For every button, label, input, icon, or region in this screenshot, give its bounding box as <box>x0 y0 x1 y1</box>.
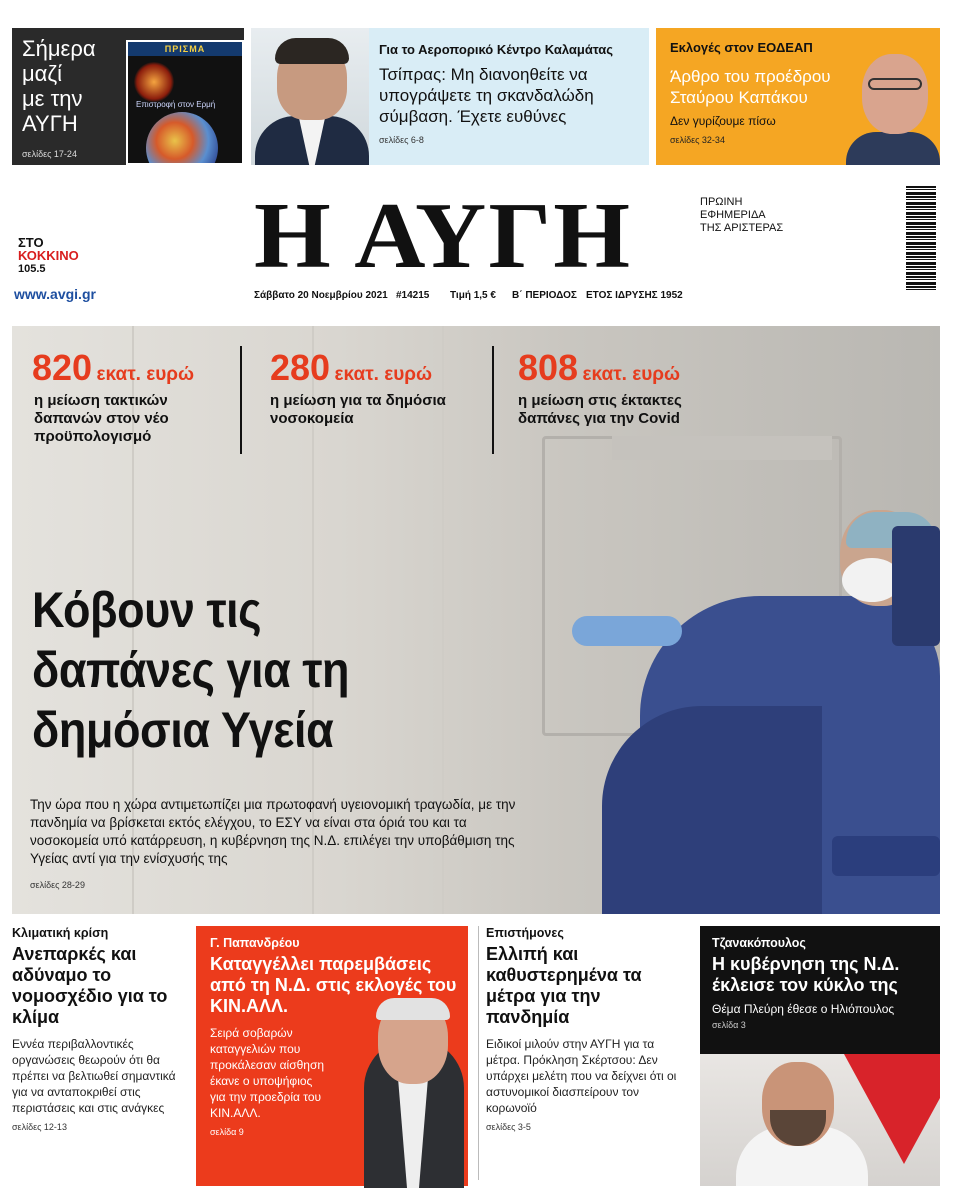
magazine-ribbon: Επιστροφή στον Ερμή <box>136 100 216 109</box>
story-body: Εννέα περιβαλλοντικές οργανώσεις θεωρούν ότι θα πρέπει να βελτιωθεί σημαντικά για να ανταποκριθεί στις περιστάσεις και στις ανάγκες <box>12 1037 176 1115</box>
cart-shelf <box>612 436 832 460</box>
photo-shirt <box>846 132 940 165</box>
founded-year: ΕΤΟΣ ΙΔΡΥΣΗΣ 1952 <box>586 290 683 301</box>
promo-tsipras-pages: σελίδες 6-8 <box>379 135 424 145</box>
issue-number: #14215 <box>396 290 430 301</box>
promo-supplement-text: Σήμερα μαζί με την ΑΥΓΗ <box>22 36 96 136</box>
photo-face <box>862 54 928 134</box>
story-title[interactable]: Η κυβέρνηση της Ν.Δ. έκλεισε τον κύκλο της <box>712 954 900 995</box>
papandreou-photo <box>350 998 468 1188</box>
website-link[interactable]: www.avgi.gr <box>14 286 96 302</box>
story-kicker: Τζανακόπουλος <box>712 936 806 950</box>
kapakos-photo <box>846 28 940 165</box>
galaxy-image <box>134 62 174 102</box>
stat-number: 808 <box>518 347 579 388</box>
stat-description: η μείωση για τα δημόσια νοσοκομεία <box>270 392 446 427</box>
main-headline[interactable]: Κόβουν τις δαπάνες για τη δημόσια Υγεία <box>32 582 350 758</box>
divider <box>478 926 479 1180</box>
promo-supplement-pages: σελίδες 17-24 <box>22 149 77 159</box>
promo-tsipras-title: Τσίπρας: Μη διανοηθείτε να υπογράψετε τη σκανδαλώδη σύμβαση. Έχετε ευθύνες <box>379 65 594 126</box>
station-prefix: ΣΤΟ <box>18 235 44 250</box>
story-title[interactable]: Ελλιπή και καθυστερημένα τα μέτρα για την πανδημία <box>486 944 642 1027</box>
magazine-cover-image <box>126 40 244 165</box>
promo-tsipras-kicker: Για το Αεροπορικό Κέντρο Καλαμάτας <box>379 42 614 57</box>
stat-unit: εκατ. ευρώ <box>334 364 433 385</box>
story-pages: σελίδες 12-13 <box>12 1122 67 1132</box>
issue-price: Τιμή 1,5 € <box>450 290 496 301</box>
newspaper-tagline: ΠΡΩΙΝΗ ΕΦΗΜΕΡΙΔΑ ΤΗΣ ΑΡΙΣΤΕΡΑΣ <box>700 196 784 234</box>
divider <box>492 346 494 454</box>
barcode-icon <box>906 186 936 290</box>
issue-period: Β΄ ΠΕΡΙΟΔΟΣ <box>512 290 577 301</box>
promo-supplement[interactable] <box>12 28 244 165</box>
story-pages: σελίδα 9 <box>210 1127 244 1137</box>
story-scientists[interactable] <box>486 926 682 1186</box>
station-name: ΚΟΚΚΙΝΟ <box>18 248 79 263</box>
photo-hair <box>275 38 349 64</box>
stat-item <box>32 348 194 446</box>
tsipras-photo <box>251 28 369 165</box>
story-kicker: Γ. Παπανδρέου <box>210 936 300 950</box>
health-worker-legs <box>602 706 822 914</box>
stat-description: η μείωση τακτικών δαπανών στον νέο προϋπολογισμό <box>34 392 169 445</box>
story-title[interactable]: Ανεπαρκές και αδύναμο το νομοσχέδιο για το κλίμα <box>12 944 168 1027</box>
promo-eodeap-title: Άρθρο του προέδρου Σταύρου Καπάκου <box>670 67 831 107</box>
lead-paragraph: Την ώρα που η χώρα αντιμετωπίζει μια πρωτοφανή υγειονομική τραγωδία, με την πανδημία να βρίσκεται εκτός ελέγχου, το ΕΣΥ να είναι στα όριά του και τα νοσοκομεία υπό κατάρρευση, η κυβέρνηση της Ν.Δ. επιλέγει την υποβάθμιση της Υγείας αντί για την ενίσχυσής της <box>30 797 516 866</box>
story-climate[interactable] <box>12 926 188 1186</box>
story-tzanakopoulos[interactable] <box>700 926 940 1186</box>
station-frequency: 105.5 <box>18 263 46 275</box>
promo-eodeap[interactable] <box>656 28 940 165</box>
lead-pages: σελίδες 28-29 <box>30 880 85 890</box>
story-body: Σειρά σοβαρών καταγγελιών που προκάλεσαν αίσθηση έκανε ο υποψήφιος για την προεδρία του ΚΙΝ.ΑΛΛ. <box>210 1026 325 1120</box>
newspaper-logo: Η ΑΥΓΗ <box>254 184 633 288</box>
promo-tsipras[interactable] <box>251 28 649 165</box>
story-body: Ειδικοί μιλούν στην ΑΥΓΗ για τα μέτρα. Πρόκληση Σκέρτσου: Δεν υπάρχει μελέτη που να δείχνει ότι οι αστυνομικοί διασπείρουν τον κορωνοϊό <box>486 1037 677 1115</box>
chair-seat <box>832 836 940 876</box>
story-subtitle: Θέμα Πλεύρη έθεσε ο Ηλιόπουλος <box>712 1002 895 1016</box>
promo-eodeap-pages: σελίδες 32-34 <box>670 135 725 145</box>
photo-hair <box>376 998 450 1020</box>
promo-eodeap-kicker: Εκλογές στον ΕΟΔΕΑΠ <box>670 40 813 55</box>
stat-unit: εκατ. ευρώ <box>96 364 195 385</box>
magazine-title: ΠΡΙΣΜΑ <box>128 42 242 56</box>
stat-number: 820 <box>32 347 93 388</box>
issue-date: Σάββατο 20 Νοεμβρίου 2021 <box>254 290 388 301</box>
chair-back <box>892 526 940 646</box>
hero-story[interactable] <box>12 326 940 914</box>
stat-number: 280 <box>270 347 331 388</box>
divider <box>240 346 242 454</box>
stat-item <box>270 348 446 428</box>
tzanakopoulos-photo <box>700 1054 940 1186</box>
story-pages: σελίδα 3 <box>712 1020 746 1030</box>
glove-hand-image <box>572 616 682 646</box>
story-title[interactable]: Καταγγέλλει παρεμβάσεις από τη Ν.Δ. στις εκλογές του ΚΙΝ.ΑΛΛ. <box>210 954 457 1016</box>
planet-image <box>146 112 218 165</box>
stat-description: η μείωση στις έκτακτες δαπάνες για την Covid <box>518 392 682 427</box>
photo-glasses <box>868 78 922 90</box>
story-papandreou[interactable] <box>196 926 468 1186</box>
stat-unit: εκατ. ευρώ <box>582 364 681 385</box>
promo-eodeap-subtitle: Δεν γυρίζουμε πίσω <box>670 114 776 128</box>
story-kicker: Επιστήμονες <box>486 926 564 940</box>
radio-station-logo <box>18 236 79 276</box>
story-pages: σελίδες 3-5 <box>486 1122 531 1132</box>
story-kicker: Κλιματική κρίση <box>12 926 109 940</box>
stat-item <box>518 348 682 428</box>
